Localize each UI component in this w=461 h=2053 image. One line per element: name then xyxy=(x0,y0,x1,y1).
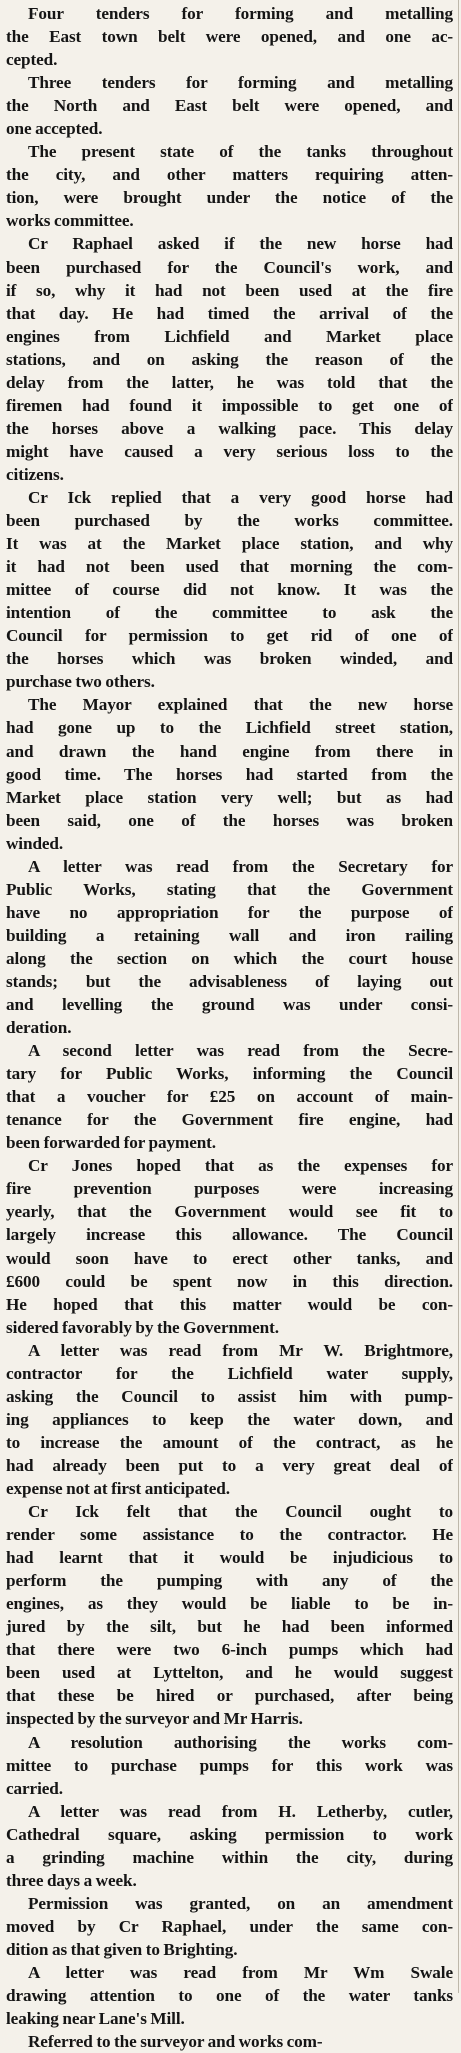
text-line: the city, and other matters requiring atten- xyxy=(6,165,453,185)
text-line: and drawn the hand engine from there in xyxy=(6,741,453,761)
text-line: A resolution authorising the works com- xyxy=(28,1732,453,1752)
text-line: had learnt that it would be injudicious to xyxy=(6,1548,453,1568)
paragraph xyxy=(6,693,453,854)
text-line: been purchased by the works committee. xyxy=(6,511,453,531)
paragraph xyxy=(6,1154,453,1338)
text-line: Cr Jones hoped that as the expenses for xyxy=(28,1156,453,1176)
paragraph xyxy=(6,1961,453,2030)
text-line: Permission was granted, on an amendment xyxy=(28,1893,453,1913)
column-rule xyxy=(458,0,459,1993)
text-line: Three tenders for forming and metalling xyxy=(28,73,453,93)
text-line: drawing attention to one of the water tanks xyxy=(6,1986,453,2006)
paragraph xyxy=(6,1800,453,1892)
text-line: and levelling the ground was under consi- xyxy=(6,995,453,1015)
text-line: largely increase this allowance. The Council xyxy=(6,1225,453,1245)
text-line: cepted. xyxy=(6,50,58,70)
text-line: The Mayor explained that the new horse xyxy=(28,695,453,715)
text-line: would soon have to erect other tanks, and xyxy=(6,1248,453,1268)
text-line: might have caused a very serious loss to the xyxy=(6,441,453,461)
text-line: if so, why it had not been used at the fire xyxy=(6,280,453,300)
text-line: render some assistance to the contractor. He xyxy=(6,1525,453,1545)
text-line: ing appliances to keep the water down, and xyxy=(6,1409,453,1429)
text-line: good time. The horses had started from the xyxy=(6,764,453,784)
text-line: purchase two others. xyxy=(6,672,155,692)
paragraph xyxy=(6,2030,453,2053)
text-line: stations, and on asking the reason of the xyxy=(6,349,453,369)
text-line: stands; but the advisableness of laying out xyxy=(6,971,453,991)
text-line: Cathedral square, asking permission to work xyxy=(6,1824,453,1844)
text-line: had gone up to the Lichfield street station, xyxy=(6,718,453,738)
text-line: A letter was read from Mr Wm Swale xyxy=(28,1962,453,1982)
text-line: works committee. xyxy=(6,211,134,231)
text-line: the horses which was broken winded, and xyxy=(6,649,453,669)
text-line: tion, were brought under the notice of the xyxy=(6,188,453,208)
text-line: been said, one of the horses was broken xyxy=(6,810,453,830)
text-line: leaking near Lane's Mill. xyxy=(6,2009,185,2029)
text-line: citizens. xyxy=(6,464,64,484)
text-line: A letter was read from H. Letherby, cutler, xyxy=(28,1801,453,1821)
text-line: contractor for the Lichfield water supply, xyxy=(6,1363,453,1383)
text-line: tary for Public Works, informing the Council xyxy=(6,1064,453,1084)
text-line: that these be hired or purchased, after being xyxy=(6,1686,453,1706)
paragraph xyxy=(6,2,453,71)
text-line: asking the Council to assist him with pump- xyxy=(6,1386,453,1406)
paragraph xyxy=(6,140,453,232)
text-line: Council for permission to get rid of one of xyxy=(6,626,453,646)
text-line: The present state of the tanks throughout xyxy=(28,142,453,162)
paragraph xyxy=(6,1892,453,1961)
text-line: Cr Ick felt that the Council ought to xyxy=(28,1502,453,1522)
text-line: that day. He had timed the arrival of the xyxy=(6,303,453,323)
text-line: sidered favorably by the Government. xyxy=(6,1317,279,1337)
text-line: been purchased for the Council's work, and xyxy=(6,257,453,277)
text-line: firemen had found it impossible to get one of xyxy=(6,395,453,415)
text-line: had already been put to a very great deal of xyxy=(6,1455,453,1475)
text-line: delay from the latter, he was told that the xyxy=(6,372,453,392)
text-line: Market place station very well; but as had xyxy=(6,787,453,807)
article-body xyxy=(6,2,453,2053)
text-line: engines, as they would be liable to be in- xyxy=(6,1594,453,1614)
text-line: inspected by the surveyor and Mr Harris. xyxy=(6,1709,303,1729)
text-line: tenance for the Government fire engine, had xyxy=(6,1110,453,1130)
text-line: expense not at first anticipated. xyxy=(6,1479,230,1498)
text-line: A second letter was read from the Secre- xyxy=(28,1041,453,1061)
paragraph xyxy=(6,71,453,140)
text-line: engines from Lichfield and Market place xyxy=(6,326,453,346)
text-line: to increase the amount of the contract, as he xyxy=(6,1432,453,1452)
text-line: A letter was read from the Secretary for xyxy=(28,856,453,876)
text-line: jured by the silt, but he had been informed xyxy=(6,1617,453,1637)
text-line: mittee to purchase pumps for this work was xyxy=(6,1755,453,1775)
text-line: been used at Lyttelton, and he would suggest xyxy=(6,1663,453,1683)
text-line: perform the pumping with any of the xyxy=(6,1571,453,1591)
text-line: moved by Cr Raphael, under the same con- xyxy=(6,1916,453,1936)
text-line: Referred to the surveyor and works com- xyxy=(28,2032,323,2052)
text-line: carried. xyxy=(6,1778,63,1798)
text-line: building a retaining wall and iron railing xyxy=(6,925,453,945)
text-line: Four tenders for forming and metalling xyxy=(28,4,453,23)
text-line: A letter was read from Mr W. Brightmore, xyxy=(28,1340,453,1360)
text-line: been forwarded for payment. xyxy=(6,1133,216,1153)
text-line: the North and East belt were opened, and xyxy=(6,96,453,116)
paragraph xyxy=(6,1339,453,1500)
text-line: one accepted. xyxy=(6,119,103,139)
paragraph xyxy=(6,1500,453,1730)
paragraph xyxy=(6,855,453,1039)
paragraph xyxy=(6,1039,453,1154)
text-line: yearly, that the Government would see fit to xyxy=(6,1202,453,1222)
text-line: a grinding machine within the city, during xyxy=(6,1847,453,1867)
text-line: He hoped that this matter would be con- xyxy=(6,1294,453,1314)
text-line: the East town belt were opened, and one ac- xyxy=(6,27,453,47)
text-line: Cr Ick replied that a very good horse had xyxy=(28,487,453,507)
text-line: the horses above a walking pace. This delay xyxy=(6,418,453,438)
text-line: mittee of course did not know. It was the xyxy=(6,580,453,600)
text-line: intention of the committee to ask the xyxy=(6,603,453,623)
text-line: deration. xyxy=(6,1018,72,1038)
text-line: Public Works, stating that the Government xyxy=(6,879,453,899)
text-line: winded. xyxy=(6,833,64,853)
text-line: along the section on which the court house xyxy=(6,948,453,968)
text-line: have no appropriation for the purpose of xyxy=(6,902,453,922)
paragraph xyxy=(6,232,453,486)
text-line: fire prevention purposes were increasing xyxy=(6,1179,453,1199)
text-line: that there were two 6-inch pumps which had xyxy=(6,1640,453,1660)
text-line: It was at the Market place station, and why xyxy=(6,534,453,554)
paragraph xyxy=(6,486,453,693)
text-line: Cr Raphael asked if the new horse had xyxy=(28,234,453,254)
text-line: £600 could be spent now in this direction. xyxy=(6,1271,453,1291)
text-line: it had not been used that morning the com- xyxy=(6,557,453,577)
paragraph xyxy=(6,1731,453,1800)
text-line: dition as that given to Brighting. xyxy=(6,1939,238,1959)
text-line: three days a week. xyxy=(6,1870,137,1890)
text-line: that a voucher for £25 on account of main- xyxy=(6,1087,453,1107)
